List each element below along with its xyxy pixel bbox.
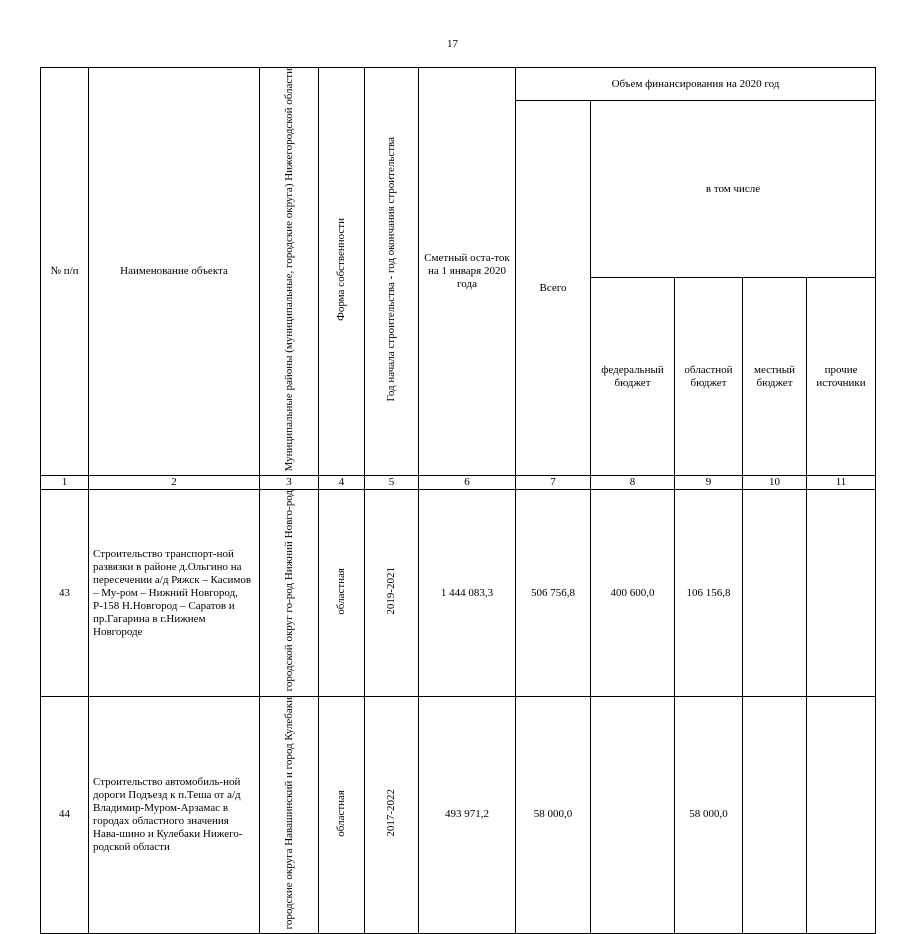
header-local: местный бюджет — [743, 278, 807, 476]
table-row — [41, 696, 876, 933]
column-number: 1 — [41, 476, 89, 490]
column-number: 10 — [743, 476, 807, 490]
header-including: в том числе — [591, 101, 876, 278]
row-years-text: 2019-2021 — [385, 567, 397, 615]
page-number: 17 — [447, 38, 458, 50]
row-years-text: 2017-2022 — [385, 789, 397, 837]
column-number: 5 — [365, 476, 419, 490]
row-years — [365, 696, 419, 933]
column-number: 11 — [807, 476, 876, 490]
row-ownership-text: областная — [335, 567, 347, 615]
column-number: 4 — [319, 476, 365, 490]
column-number: 9 — [675, 476, 743, 490]
row-other — [807, 696, 876, 933]
row-ownership — [319, 490, 365, 696]
header-num: № п/п — [41, 68, 89, 476]
header-estimated-cost: Сметный оста-ток на 1 января 2020 года — [419, 68, 516, 476]
row-ownership — [319, 696, 365, 933]
row-total: 58 000,0 — [516, 696, 591, 933]
row-district-text: городские округа Навашинский и город Кулебаки — [282, 696, 295, 930]
header-total: Всего — [516, 101, 591, 476]
header-districts — [260, 68, 319, 476]
header-ownership-text: Форма собственности — [335, 218, 347, 322]
column-number: 8 — [591, 476, 675, 490]
row-num: 44 — [41, 696, 89, 933]
row-district — [260, 490, 319, 696]
column-number: 6 — [419, 476, 516, 490]
table-row — [41, 490, 876, 696]
header-other: прочие источники — [807, 278, 876, 476]
row-name: Строительство транспорт-ной развязки в районе д.Ольгино на пересечении а/д Ряжск – Касимов – Му-ром – Нижний Новгород, Р-158 Н.Новгород – Саратов и пр.Гагарина в г.Нижнем Новгороде — [89, 490, 260, 696]
header-ownership — [319, 68, 365, 476]
row-estimated-cost: 1 444 083,3 — [419, 490, 516, 696]
row-district — [260, 696, 319, 933]
header-regional: областной бюджет — [675, 278, 743, 476]
header-name: Наименование объекта — [89, 68, 260, 476]
row-local — [743, 696, 807, 933]
row-estimated-cost: 493 971,2 — [419, 696, 516, 933]
row-ownership-text: областная — [335, 789, 347, 837]
header-years-text: Год начала строительства - год окончания строительства — [385, 137, 397, 402]
header-districts-text: Муниципальные районы (муниципальные, городские округа) Нижегородской области — [282, 68, 295, 472]
column-number: 7 — [516, 476, 591, 490]
row-federal — [591, 696, 675, 933]
header-row-1 — [41, 68, 876, 101]
row-regional: 106 156,8 — [675, 490, 743, 696]
column-number-row — [41, 476, 876, 490]
header-federal: федеральный бюджет — [591, 278, 675, 476]
row-total: 506 756,8 — [516, 490, 591, 696]
row-federal: 400 600,0 — [591, 490, 675, 696]
row-other — [807, 490, 876, 696]
column-number: 3 — [260, 476, 319, 490]
row-name: Строительство автомобиль-ной дороги Подъезд к п.Теша от а/д Владимир-Муром-Арзамас в городах областного значения Нава-шино и Кулебаки Нижего-родской области — [89, 696, 260, 933]
row-years — [365, 490, 419, 696]
header-funding-title: Объем финансирования на 2020 год — [516, 68, 876, 101]
header-years — [365, 68, 419, 476]
row-district-text: городской округ го-род Нижний Новго-род — [282, 490, 295, 692]
row-local — [743, 490, 807, 696]
financing-table — [40, 67, 876, 934]
row-num: 43 — [41, 490, 89, 696]
row-regional: 58 000,0 — [675, 696, 743, 933]
column-number: 2 — [89, 476, 260, 490]
